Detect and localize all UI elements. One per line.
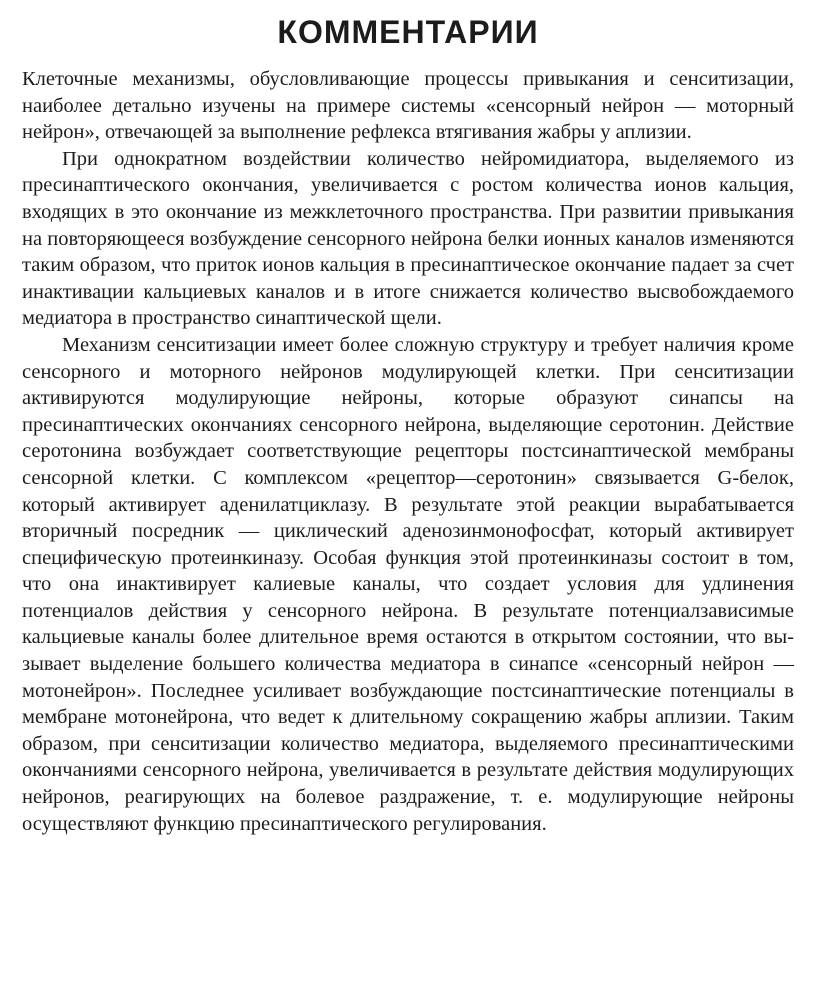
paragraph-1: Клеточные механизмы, обусловливающие процессы привыкания и сенситизации, наиболее детально изучены на примере системы «сенсорный нейрон — моторный нейрон», отвечающей за выполнение рефлекса втягивания жабры у аплизии.: [22, 68, 794, 144]
paragraph-3: Механизм сенситизации имеет более сложную структуру и требует наличия кроме сенсорного и моторного нейронов модулирующей клетки. При сенситизации активируются модулирующие нейроны, которые образуют синапсы на пресинаптических окончаниях сенсорного нейрона, выделяющие серотонин. Действие серотонина возбуждает соответствующие рецепторы постсинаптической мембраны сенсорной клетки. С комплексом «рецептор—серотонин» связывается G-белок, который активирует аденилатциклазу. В результате этой реакции вырабатывается вторичный посредник — циклический аденозинмонофосфат, который активирует специфическую протеинкиназу. Особая функция этой протеинкиназы состоит в том, что она инактивирует калиевые каналы, что создает условия для удлинения потенциалов действия у сенсорного нейрона. В результате потенциалзависимые кальциевые каналы более длительное время остаются в открытом состоянии, что вызывает выделение большего количества медиатора в синапсе «сенсорный нейрон — мотонейрон». Последнее усиливает возбуждающие постсинаптические потенциалы в мембране мотонейрона, что ведет к длительному сокращению жабры аплизии. Таким образом, при сенситизации количество медиатора, выделяемого пресинаптическими окончаниями сенсорного нейрона, увеличивается в результате действия модулирующих нейронов, реагирующих на болевое раздражение, т. е. модулирующие нейроны осуществляют функцию пресинаптического регулирования.: [22, 333, 794, 835]
paragraph-2: При однократном воздействии количество нейромидиатора, выделяемого из пресинаптического окончания, увеличивается с ростом количества ионов кальция, входящих в это окончание из межклеточного пространства. При развитии привыкания на повторяющееся возбуждение сенсорного нейрона белки ионных каналов изменяются таким образом, что приток ионов кальция в пресинаптическое окончание падает за счет инактивации кальциевых каналов и в итоге снижается количество высвобождаемого медиатора в пространство синаптической щели.: [22, 147, 794, 330]
page-title: КОММЕНТАРИИ: [277, 14, 539, 50]
